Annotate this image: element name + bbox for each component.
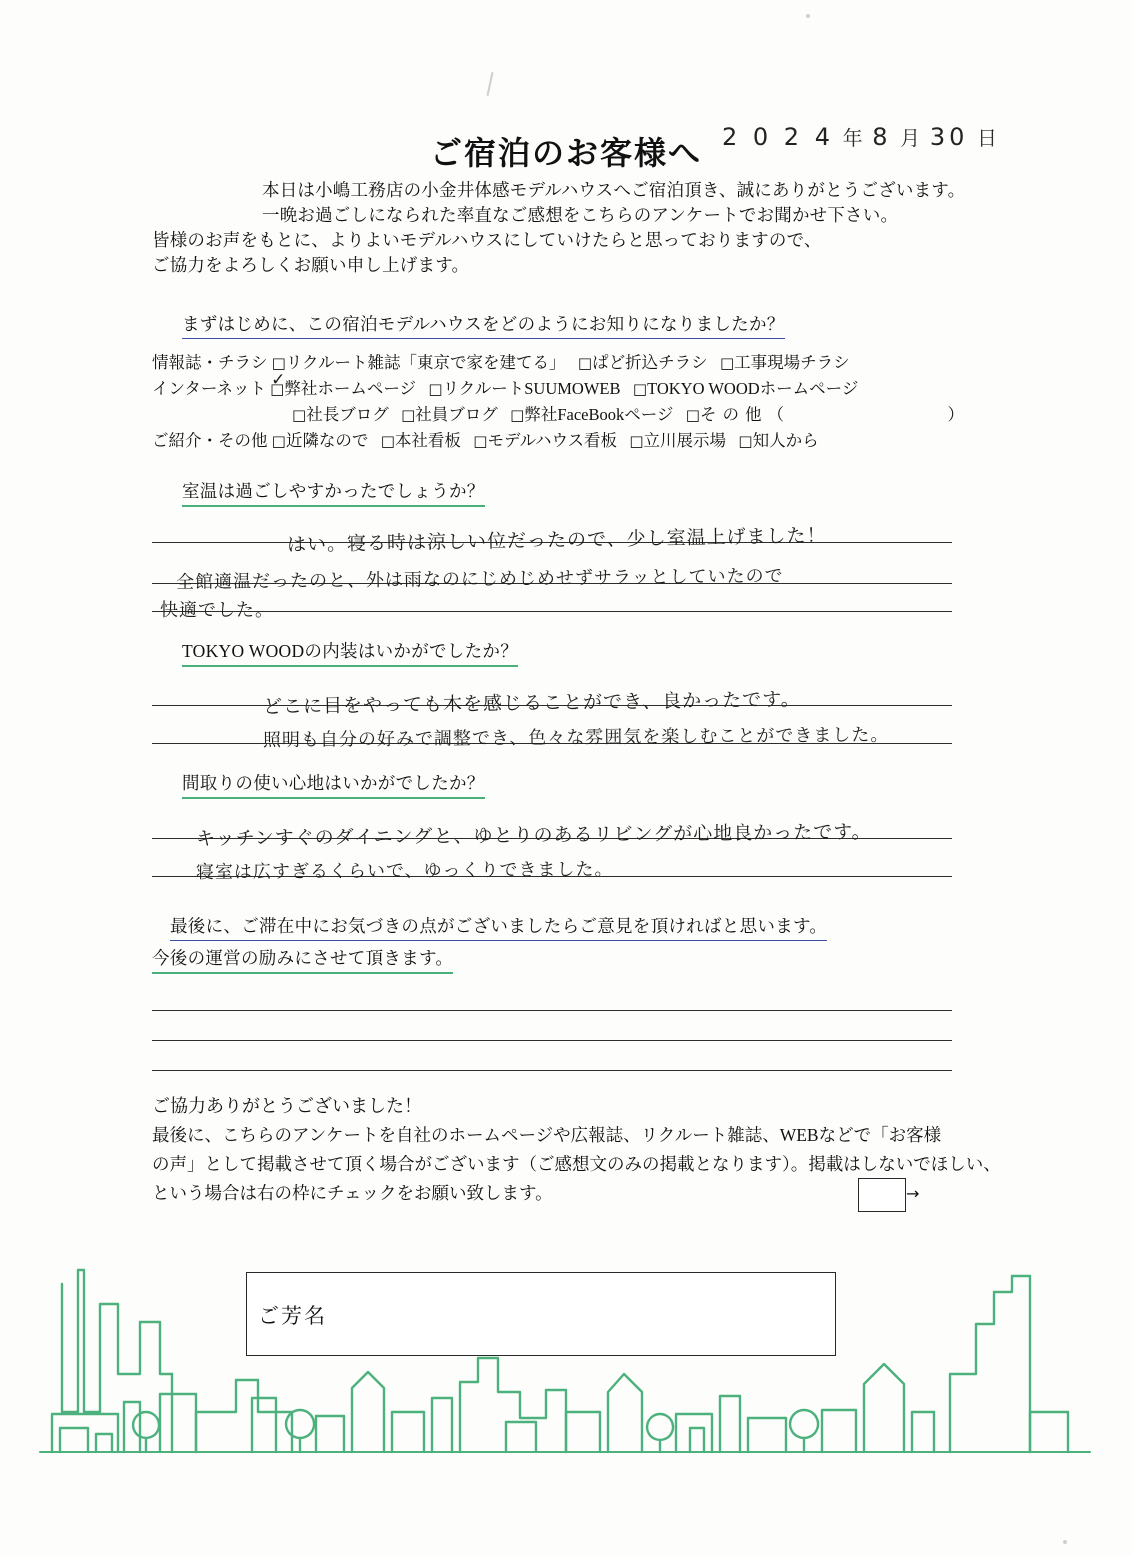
checkbox-suumo-web[interactable]: □ <box>428 380 443 398</box>
arrow-icon: → <box>906 1184 920 1203</box>
answer-4-line-1: キッチンすぐのダイニングと、ゆとりのあるリビングが心地良かったです。 <box>195 820 872 850</box>
choice-label: 工事現場チラシ <box>734 353 850 372</box>
intro-line-3: 皆様のお声をもとに、よりよいモデルハウスにしていけたらと思っておりますので、 <box>152 230 822 250</box>
checkbox-other[interactable]: □ <box>685 406 700 424</box>
checkbox-head-office-sign[interactable]: □ <box>380 432 395 450</box>
answer-rule[interactable] <box>152 1070 952 1071</box>
scan-speck <box>806 14 810 18</box>
answer-4-line-2: 寝室は広すぎるくらいで、ゆっくりできました。 <box>195 859 614 883</box>
choice-label: モデルハウス看板 <box>487 431 617 450</box>
question-5-heading-line2: 今後の運営の励みにさせて頂きます。 <box>152 945 453 974</box>
question-1-choices <box>152 350 982 454</box>
date-month-label: 月 <box>900 128 922 150</box>
skyline-illustration <box>0 1262 1132 1492</box>
choice-label: 知人から <box>752 431 819 450</box>
checkbox-nearby[interactable]: □ <box>271 432 286 450</box>
choice-label: リクルートSUUMOWEB <box>442 379 621 398</box>
question-1-heading: まずはじめに、この宿泊モデルハウスをどのようにお知りになりましたか？ <box>182 311 785 339</box>
answer-2-line-3: 快適でした。 <box>160 600 274 621</box>
checkbox-staff-blog[interactable]: □ <box>401 406 416 424</box>
choice-label: 弊社ホームページ <box>284 379 416 398</box>
answer-3-line-1: どこに目をやっても木を感じることができ、良かったです。 <box>262 688 801 718</box>
choice-label: 社長ブログ <box>306 405 389 424</box>
date-day: 30 <box>929 123 969 151</box>
intro-paragraph <box>152 178 1002 278</box>
scan-speck <box>1063 1540 1067 1544</box>
date-year: 2 0 2 4 <box>722 123 834 151</box>
date-field <box>722 122 998 151</box>
intro-line-2: 一晩お過ごしになられた率直なご感想をこちらのアンケートでお聞かせ下さい。 <box>262 205 899 225</box>
choice-row <box>152 376 982 402</box>
choice-label: リクルート雑誌「東京で家を建てる」 <box>285 353 566 372</box>
choice-label: 立川展示場 <box>643 431 727 450</box>
choice-label: ぱど折込チラシ <box>592 353 708 372</box>
closing-line-2: の声」として掲載させて頂く場合がございます（ご感想文のみの掲載となります）。掲載はしないでほしい、 <box>152 1154 1001 1174</box>
choice-label: 本社看板 <box>394 431 461 450</box>
checkbox-model-house-sign[interactable]: □ <box>473 432 488 450</box>
answer-rule[interactable] <box>152 1010 952 1011</box>
closing-line-1: 最後に、こちらのアンケートを自社のホームページや広報誌、リクルート雑誌、WEBなどで「お客様 <box>152 1125 942 1145</box>
checkbox-acquaintance[interactable]: □ <box>738 432 753 450</box>
choice-row <box>152 402 982 428</box>
choice-label: 社員ブログ <box>415 405 498 424</box>
checkbox-president-blog[interactable]: □ <box>292 406 307 424</box>
question-3-heading: TOKYO WOODの内装はいかがでしたか？ <box>182 638 518 667</box>
answer-3-line-2: 照明も自分の好みで調整でき、色々な雰囲気を楽しむことができました。 <box>262 724 890 751</box>
choice-label: 近隣なので <box>285 431 369 450</box>
choice-label-other: その他（ ） <box>699 405 970 424</box>
checkbox-company-homepage[interactable]: □ ✓ <box>270 376 284 402</box>
choice-row-lead: 情報誌・チラシ <box>152 353 268 372</box>
question-5-heading-line1: 最後に、ご滞在中にお気づきの点がございましたらご意見を頂ければと思います。 <box>170 913 827 941</box>
choice-label: TOKYO WOODホームページ <box>647 379 859 398</box>
checkbox-tachikawa-showroom[interactable]: □ <box>629 432 644 450</box>
date-day-label: 日 <box>977 128 998 150</box>
date-month: 8 <box>872 123 892 151</box>
choice-label: 弊社FaceBookページ <box>524 405 674 424</box>
intro-line-1: 本日は小嶋工務店の小金井体感モデルハウスへご宿泊頂き、誠にありがとうございます。 <box>262 180 966 200</box>
answer-2-line-2: 全館適温だったのと、外は雨なのにじめじめせずサラッとしていたので <box>175 565 784 593</box>
checkbox-recruit-magazine[interactable]: □ <box>271 354 286 372</box>
checkbox-tokyowood-homepage[interactable]: □ <box>632 380 648 398</box>
answer-2-line-1: はい。寝る時は涼しい位だったので、少し室温上げました！ <box>286 524 827 556</box>
choice-row <box>152 428 982 454</box>
question-4-heading: 間取りの使い心地はいかがでしたか？ <box>182 770 485 799</box>
date-year-label: 年 <box>842 128 864 150</box>
scan-speck <box>487 72 494 96</box>
answer-rule[interactable] <box>152 1040 952 1041</box>
no-publish-checkbox[interactable] <box>858 1178 906 1212</box>
choice-row-lead: インターネット <box>152 379 267 398</box>
checkbox-site-flyer[interactable]: □ <box>719 354 735 372</box>
checkbox-facebook-page[interactable]: □ <box>510 406 525 424</box>
name-field-label: ご芳名 <box>258 1304 327 1328</box>
intro-line-4: ご協力をよろしくお願い申し上げます。 <box>152 255 470 275</box>
choice-row-lead: ご紹介・その他 <box>152 431 268 450</box>
closing-line-3: という場合は右の枠にチェックをお願い致します。 <box>152 1183 553 1203</box>
page-title: ご宿泊のお客様へ <box>429 135 702 171</box>
checkbox-pado-flyer[interactable]: □ <box>577 354 593 372</box>
question-2-heading: 室温は過ごしやすかったでしょうか？ <box>182 478 485 507</box>
closing-thanks: ご協力ありがとうございました！ <box>152 1096 422 1116</box>
